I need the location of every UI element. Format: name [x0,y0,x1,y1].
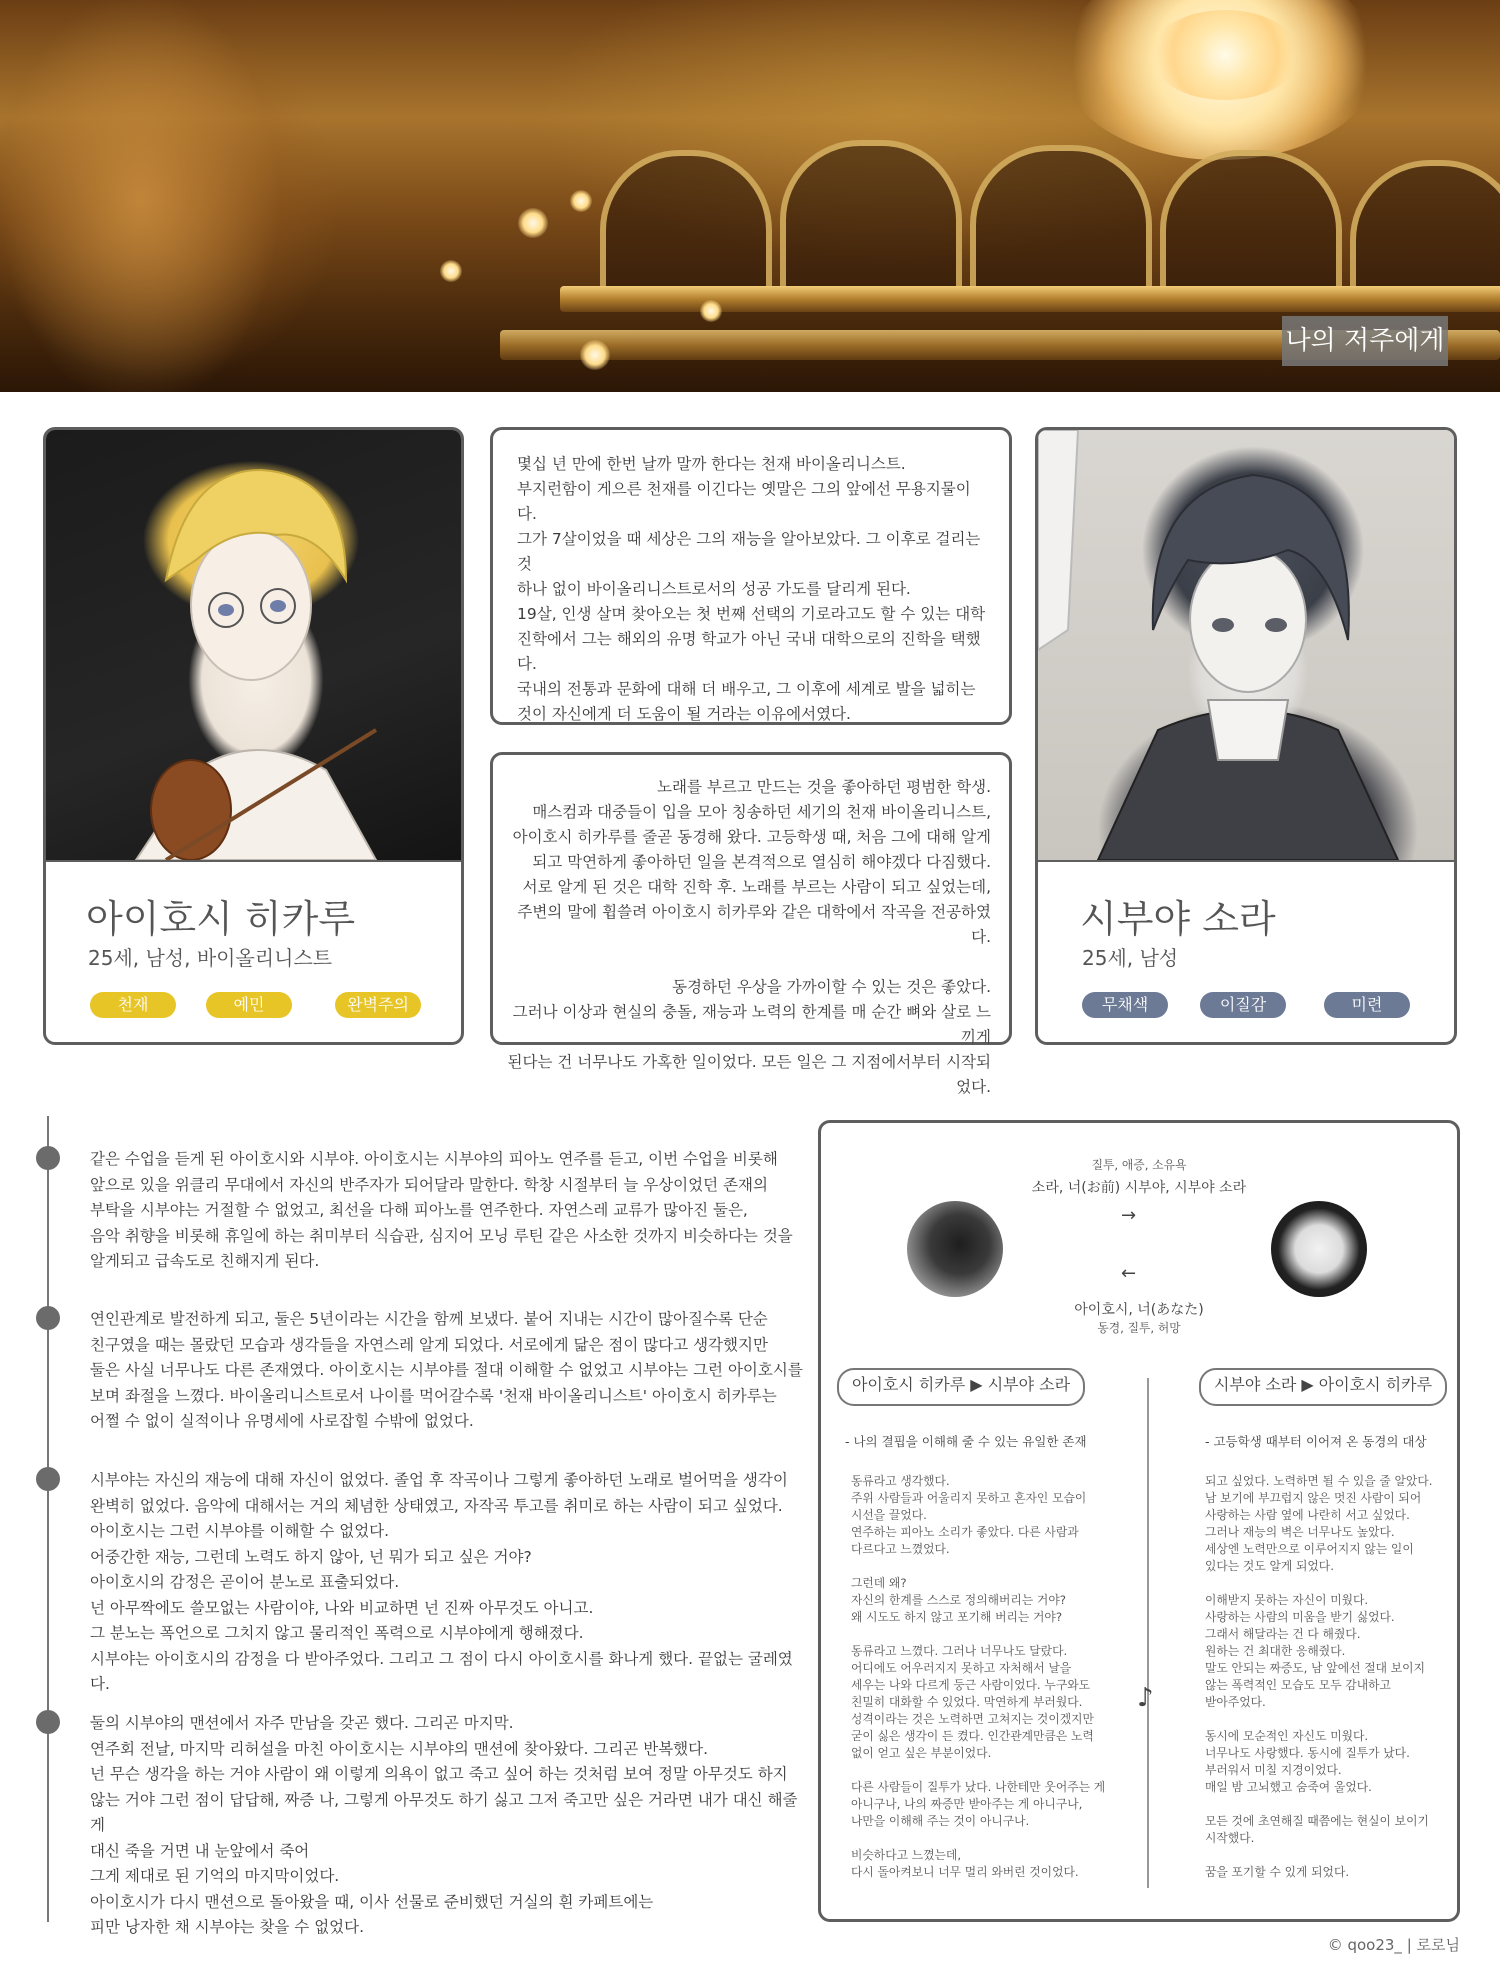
story-line: 넌 아무짝에도 쓸모없는 사람이야, 나와 비교하면 넌 진짜 아무것도 아니고. [90,1598,594,1617]
relation-line: 있다는 것도 알게 되었다. [1205,1559,1334,1573]
story-line: 어중간한 재능, 그런데 노력도 하지 않아, 넌 뭐가 되고 싶은 거야? [90,1547,532,1566]
relation-line: 세우는 나와 다르게 둥근 사람이었다. 누구와도 [851,1678,1091,1692]
hikaru-tag: 예민 [206,992,292,1018]
sora-desc-line: 아이호시 히카루를 줄곧 동경해 왔다. 고등학생 때, 처음 그에 대해 알게 [512,828,991,846]
opera-house-banner [0,0,1500,392]
sora-desc-line: 되고 막연하게 좋아하던 일을 본격적으로 열심히 해야겠다 다짐했다. [532,853,991,871]
relation-line: 시작했다. [1205,1831,1255,1845]
sora-desc-line: 서로 알게 된 것은 대학 진학 후. 노래를 부르는 사람이 되고 싶었는데, [522,878,991,896]
story-line: 친구였을 때는 몰랐던 모습과 생각들을 자연스레 알게 되었다. 서로에게 닮은 점이 많다고 생각했지만 [90,1335,768,1354]
relation-line: 자신의 한계를 스스로 정의해버리는 거야? [851,1593,1066,1607]
sora-info: 25세, 남성 [1082,946,1179,970]
light-bulb [700,300,722,322]
hikaru-relation-body [851,1473,1131,1881]
relation-line: 비슷하다고 느꼈는데, [851,1848,962,1862]
light-bulb [440,260,462,282]
balcony-arch [1160,150,1342,296]
hikaru-desc-line: 부지런함이 게으른 천재를 이긴다는 옛말은 그의 앞에선 무용지물이다. [517,480,971,523]
story-line: 연주회 전날, 마지막 리허설을 마친 아이호시는 시부야의 맨션에 찾아왔다. 그리곤 반복했다. [90,1739,709,1758]
story-line: 피만 낭자한 채 시부야는 찾을 수 없었다. [90,1918,365,1936]
relation-line: 부러워서 미칠 지경이었다. [1205,1763,1342,1777]
sora-to-hikaru-pill: 시부야 소라 ▶ 아이호시 히카루 [1199,1368,1447,1406]
hikaru-tag: 천재 [90,992,176,1018]
spacer [503,950,991,975]
arrow-left-icon: ← [1121,1263,1137,1284]
relation-line: 동류라고 생각했다. [851,1474,950,1488]
hikaru-name: 아이호시 히카루 [86,897,356,941]
relationship-box [818,1120,1460,1922]
banner-title: 나의 저주에게 [1282,316,1448,366]
story-line: 넌 무슨 생각을 하는 거야 사람이 왜 이렇게 의욕이 없고 죽고 싶어 하는 것처럼 보여 정말 아무것도 하지 [90,1765,788,1783]
relation-line: 동시에 모순적인 자신도 미웠다. [1205,1729,1369,1743]
sora-tag: 이질감 [1200,992,1286,1018]
story-line: 보며 좌절을 느꼈다. 바이올리니스트로서 나이를 먹어갈수록 '천재 바이올리니스트' 아이호시 히카루는 [90,1386,777,1405]
relation-line: 이해받지 못하는 자신이 미웠다. [1205,1593,1369,1607]
hikaru-portrait [46,430,461,862]
spacer [1205,1711,1445,1728]
story-line: 시부야는 자신의 재능에 대해 자신이 없었다. 졸업 후 작곡이나 그렇게 좋아하던 노래로 벌어먹을 생각이 [90,1471,788,1489]
story-line: 아이호시는 그런 시부야를 이해할 수 없었다. [90,1522,390,1540]
balcony-arch [970,145,1152,296]
story-line: 시부야는 아이호시의 감정을 다 받아주었다. 그리고 그 점이 다시 아이호시를 화나게 했다. 끝없는 굴레였다. [90,1649,793,1693]
relation-line: 사랑하는 사람 옆에 나란히 서고 싶었다. [1205,1508,1410,1522]
hikaru-profile-card [43,427,464,1045]
relation-line: 굳이 싫은 생각이 든 켰다. 인간관계만큼은 노력 [851,1729,1094,1743]
story-line: 알게되고 급속도로 친해지게 된다. [90,1252,320,1270]
story-line: 대신 죽을 거면 내 눈앞에서 죽어 [90,1841,310,1860]
relation-line: 되고 싶었다. 노력하면 될 수 있을 줄 알았다. [1205,1474,1433,1488]
relation-top-label: 소라, 너(お前) 시부야, 시부야 소라 [1031,1180,1247,1196]
sora-description-box [490,752,1012,1096]
story-line: 같은 수업을 듣게 된 아이호시와 시부야. 아이호시는 시부야의 피아노 연주를 듣고, 이번 수업을 비롯해 [90,1150,778,1168]
relation-line: 말도 안되는 짜증도, 남 앞에선 절대 보이지 [1205,1661,1425,1675]
relation-line: 시선을 끌었다. [851,1508,927,1522]
relation-line: 친밀히 대화할 수 있었다. 막연하게 부러웠다. [851,1695,1083,1709]
relation-line: 그래서 해달라는 건 다 해줬다. [1205,1627,1361,1641]
light-bulb [518,208,548,238]
timeline-dot [36,1467,60,1491]
arrow-right-icon: → [1121,1205,1137,1226]
spacer [851,1762,1131,1779]
sora-desc-line: 주변의 말에 휩쓸려 아이호시 히카루와 같은 대학에서 작곡을 전공하였다. [517,903,991,946]
sora-portrait [1038,430,1454,862]
hikaru-desc-line: 진학에서 그는 해외의 유명 학교가 아닌 국내 대학으로의 진학을 택했다. [517,630,981,673]
timeline-dot [36,1306,60,1330]
story-line: 아이호시의 감정은 곧이어 분노로 표출되었다. [90,1573,400,1591]
relation-line: 않는 폭력적인 모습도 모두 감내하고 [1205,1678,1391,1692]
sora-desc-line: 된다는 건 너무나도 가혹한 일이었다. 모든 일은 그 지점에서부터 시작되었다. [507,1053,991,1096]
story-line: 그게 제대로 된 기억의 마지막이었다. [90,1867,340,1885]
hikaru-desc-line: 것이 자신에게 더 도움이 될 거라는 이유에서였다. [517,705,851,723]
relation-line: 원하는 건 최대한 응해줬다. [1205,1644,1346,1658]
sora-desc-line: 노래를 부르고 만드는 것을 좋아하던 평범한 학생. [657,778,991,796]
spacer [1205,1796,1445,1813]
hikaru-illustration [46,430,464,860]
relation-line: 받아주었다. [1205,1695,1266,1709]
story-line: 아이호시가 다시 맨션으로 돌아왔을 때, 이사 선물로 준비했던 거실의 흰 카페트에는 [90,1892,654,1911]
relation-line: 성격이라는 것은 노력하면 고쳐지는 것이겠지만 [851,1712,1094,1726]
relation-line: 매일 밤 고뇌했고 숨죽여 울었다. [1205,1780,1372,1794]
hikaru-desc-line: 국내의 전통과 문화에 대해 더 배우고, 그 이후에 세계로 발을 넓히는 [517,680,976,698]
relation-line: 주위 사람들과 어울리지 못하고 혼자인 모습이 [851,1491,1087,1505]
story-line: 음악 취향을 비롯해 휴일에 하는 취미부터 식습관, 심지어 모닝 루틴 같은 사소한 것까지 비슷하다는 것을 [90,1226,793,1245]
relation-line: 그러나 재능의 벽은 너무나도 높았다. [1205,1525,1395,1539]
story-line: 둘은 사실 너무나도 다른 존재였다. 아이호시는 시부야를 절대 이해할 수 없었고 시부야는 그런 아이호시를 [90,1361,803,1379]
hikaru-to-sora-pill: 아이호시 히카루 ▶ 시부야 소라 [837,1368,1085,1406]
story-line: 연인관계로 발전하게 되고, 둘은 5년이라는 시간을 함께 보냈다. 붙어 지내는 시간이 많아질수록 단순 [90,1310,768,1328]
story-paragraph-1 [90,1147,810,1275]
relation-line: 어디에도 어우러지지 못하고 자처해서 날을 [851,1661,1072,1675]
hikaru-desc-line: 하나 없이 바이올리니스트로서의 성공 가도를 달리게 된다. [517,580,911,598]
chandelier-core [1150,10,1300,100]
story-line: 완벽히 없었다. 음악에 대해서는 거의 체념한 상태였고, 자작곡 투고를 취미로 하는 사람이 되고 싶었다. [90,1496,783,1515]
sora-desc-line: 매스컴과 대중들이 입을 모아 칭송하던 세기의 천재 바이올리니스트, [532,803,991,821]
relation-line: 세상엔 노력만으로 이루어지지 않는 일이 [1205,1542,1414,1556]
relation-line: 왜 시도도 하지 않고 포기해 버리는 거야? [851,1610,1063,1624]
story-line: 않는 거야 그런 점이 답답해, 짜증 나, 그렇게 아무것도 하기 싫고 그저 죽고만 싶은 거라면 내가 대신 해줄게 [90,1790,798,1834]
sora-illustration [1038,430,1457,860]
balcony-arch [600,150,772,296]
relation-line: 다시 돌아켜보니 너무 멀리 와버린 것이었다. [851,1865,1079,1879]
balcony-arch [1350,160,1500,296]
story-paragraph-4 [90,1711,810,1941]
story-line: 그 분노는 폭언으로 그치지 않고 물리적인 폭력으로 시부야에게 행해졌다. [90,1624,584,1642]
sora-desc-line: 그러나 이상과 현실의 충돌, 재능과 노력의 한계를 매 순간 뼈와 살로 느끼게 [512,1003,991,1046]
hikaru-tag: 완벽주의 [335,992,421,1018]
story-paragraph-2 [90,1307,810,1435]
spacer [851,1830,1131,1847]
light-bulb [570,190,592,212]
relation-bottom-keywords: 동경, 질투, 허망 [1097,1321,1181,1335]
relation-line: 남 보기에 부끄럽지 않은 멋진 사람이 되어 [1205,1491,1422,1505]
relation-line: 꿈을 포기할 수 있게 되었다. [1205,1865,1350,1879]
music-note-icon: ♪ [1137,1683,1154,1713]
spacer [851,1558,1131,1575]
light-bulb [580,340,610,370]
hikaru-desc-line: 몇십 년 만에 한번 날까 말까 한다는 천재 바이올리니스트. [517,455,906,473]
sora-desc-line: 동경하던 우상을 가까이할 수 있는 것은 좋았다. [672,978,991,996]
story-line: 둘의 시부야의 맨션에서 자주 만남을 갖곤 했다. 그리곤 마지막. [90,1714,514,1732]
relation-bottom-label: 아이호시, 너(あなた) [1074,1302,1204,1318]
relation-top-keywords: 질투, 애증, 소유욕 [1091,1158,1187,1172]
timeline-dot [36,1710,60,1734]
relation-line: 동류라고 느꼈다. 그러나 너무나도 달랐다. [851,1644,1068,1658]
hikaru-relation-subtitle: - 나의 결핍을 이해해 줄 수 있는 유일한 존재 [845,1434,1087,1449]
relation-line: 다르다고 느꼈었다. [851,1542,950,1556]
footer-credit: © qoo23_ | 로로님 [1327,1936,1460,1954]
sora-profile-card [1035,427,1457,1045]
timeline-dot [36,1146,60,1170]
story-line: 부탁을 시부야는 거절할 수 없었고, 최선을 다해 피아노를 연주한다. 자연스레 교류가 많아진 둘은, [90,1201,748,1219]
relation-line: 모든 것에 초연해질 때쯤에는 현실이 보이기 [1205,1814,1429,1828]
story-line: 앞으로 있을 위클리 무대에서 자신의 반주자가 되어달라 말한다. 학창 시절부터 늘 우상이었던 존재의 [90,1175,768,1194]
sora-tag: 무채색 [1082,992,1168,1018]
balcony-arch [780,140,962,296]
timeline-line [47,1116,49,1922]
story-line: 어쩔 수 없이 실적이나 유명세에 사로잡힐 수밖에 없었다. [90,1412,474,1430]
sora-relation-subtitle: - 고등학생 때부터 이어져 온 동경의 대상 [1205,1434,1427,1449]
hikaru-desc-line: 19살, 인생 살며 찾아오는 첫 번째 선택의 기로라고도 할 수 있는 대학 [517,605,986,623]
relation-line: 사랑하는 사람의 미움을 받기 싫었다. [1205,1610,1395,1624]
sora-tag: 미련 [1324,992,1410,1018]
hikaru-info: 25세, 남성, 바이올리니스트 [88,946,333,970]
spacer [517,727,989,752]
relation-line: 그런데 왜? [851,1576,907,1590]
relation-line: 연주하는 피아노 소리가 좋았다. 다른 사람과 [851,1525,1079,1539]
sora-relation-body [1205,1473,1445,1881]
piano-image [1271,1201,1367,1297]
relation-line: 나만을 이해해 주는 것이 아니구나. [851,1814,1030,1828]
spacer [1205,1575,1445,1592]
relation-line: 없이 얻고 싶은 부분이었다. [851,1746,992,1760]
relation-line: 다른 사람들이 질투가 났다. 나한테만 웃어주는 게 [851,1780,1106,1794]
hikaru-desc-line: 그가 7살이었을 때 세상은 그의 재능을 알아보았다. 그 이후로 걸리는 것 [517,530,981,573]
gilded-column [0,0,420,392]
relation-divider [1147,1378,1149,1888]
relation-line: 너무나도 사랑했다. 동시에 질투가 났다. [1205,1746,1410,1760]
hikaru-description-box [490,427,1012,725]
spacer [1205,1847,1445,1864]
relation-line: 아니구나, 나의 짜증만 받아주는 게 아니구나, [851,1797,1083,1811]
sora-name: 시부야 소라 [1080,897,1276,941]
story-paragraph-3 [90,1468,810,1698]
violin-image [907,1201,1003,1297]
spacer [851,1626,1131,1643]
